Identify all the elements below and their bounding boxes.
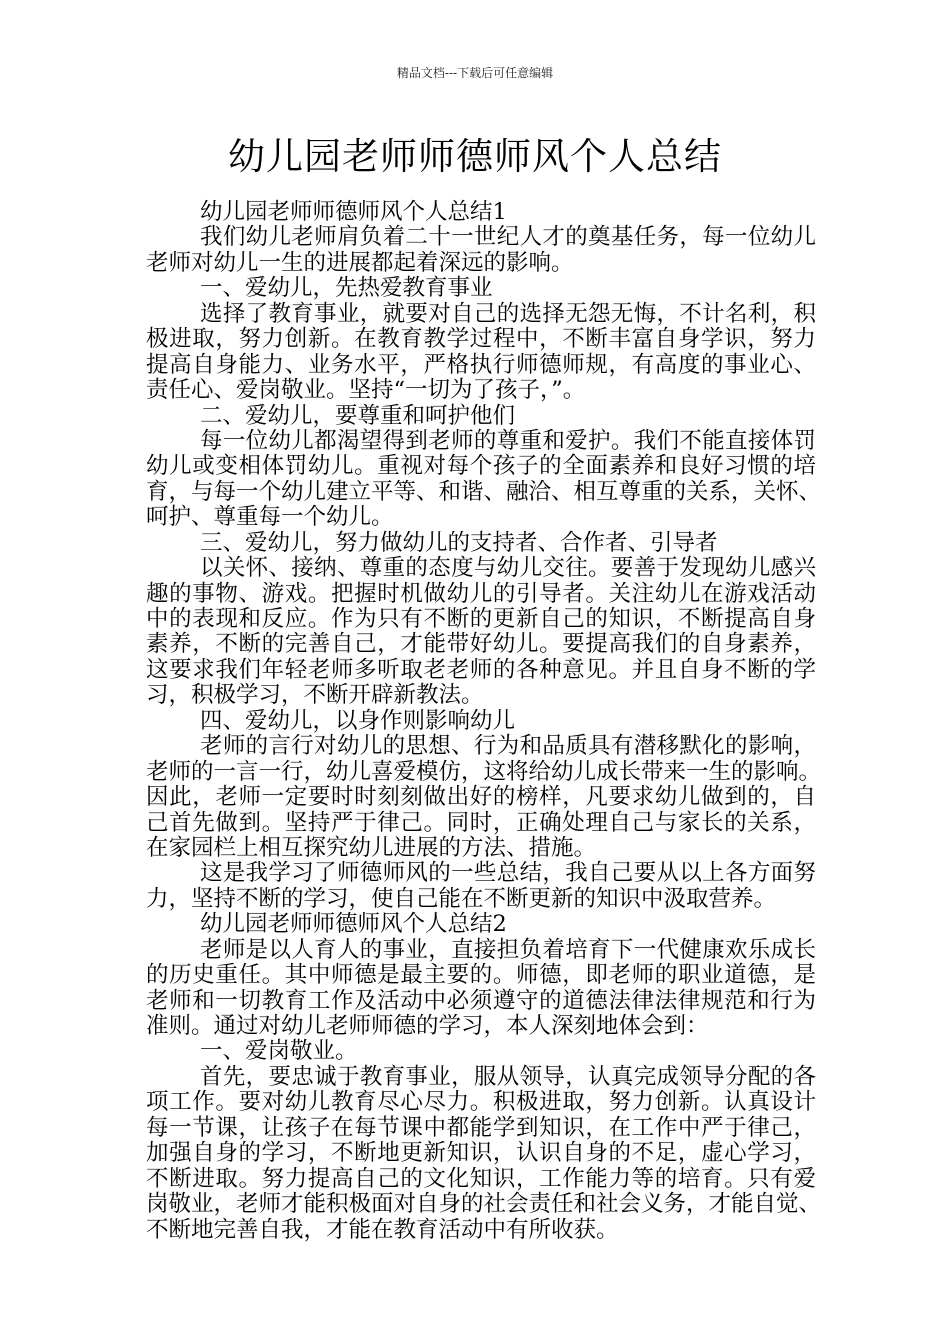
text-line: 幼儿或变相体罚幼儿。重视对每个孩子的全面素养和良好习惯的培: [146, 453, 816, 480]
text-line: 习，积极学习，不断开辟新教法。: [146, 682, 484, 709]
paragraph: [146, 427, 822, 531]
text-line: 四、爱幼儿，以身作则影响幼儿: [200, 707, 516, 734]
text-line: 因此，老师一定要时时刻刻做出好的榜样，凡要求幼儿做到的，自: [146, 784, 816, 811]
paragraph: [146, 200, 816, 225]
text-line: 三、爱幼儿，努力做幼儿的支持者、合作者、引导者: [200, 529, 718, 556]
paragraph: [146, 1039, 816, 1064]
paragraph: [146, 733, 822, 861]
text-line: 岗敬业，老师才能积极面对自身的社会责任和社会义务，才能自觉、: [146, 1191, 822, 1218]
document-body: [146, 199, 822, 1243]
paragraph: [146, 1063, 822, 1243]
text-line: 以关怀、接纳、尊重的态度与幼儿交往。要善于发现幼儿感兴: [200, 555, 816, 582]
text-line: 老师的言行对幼儿的思想、行为和品质具有潜移默化的影响，: [200, 733, 816, 760]
paragraph: [146, 276, 816, 301]
text-line: 这要求我们年轻老师多听取老老师的各种意见。并且自身不断的学: [146, 656, 816, 683]
text-line: 老师的一言一行，幼儿喜爱模仿，这将给幼儿成长带来一生的影响。: [146, 758, 822, 785]
text-line: 己首先做到。坚持严于律己。同时，正确处理自己与家长的关系，: [146, 809, 816, 836]
text-line: 项工作。要对幼儿教育尽心尽力。积极进取，努力创新。认真设计: [146, 1089, 816, 1116]
text-line: 二、爱幼儿，要尊重和呵护他们: [200, 402, 516, 429]
paragraph: [146, 709, 816, 734]
text-line: 不断进取。努力提高自己的文化知识，工作能力等的培育。只有爱: [146, 1165, 816, 1192]
text-line: 责任心、爱岗敬业。坚持“一切为了孩子，”。: [146, 377, 586, 404]
text-line: 加强自身的学习，不断地更新知识，认识自身的不足，虚心学习，: [146, 1140, 816, 1167]
text-line: 选择了教育事业，就要对自己的选择无怨无悔，不计名利，积: [200, 300, 816, 327]
paragraph: [146, 938, 816, 1040]
text-line: 老师对幼儿一生的进展都起着深远的影响。: [146, 249, 574, 276]
text-line: 每一节课，让孩子在每节课中都能学到知识，在工作中严于律己，: [146, 1114, 816, 1141]
paragraph: [146, 861, 816, 912]
text-line: 不断地完善自我，才能在教育活动中有所收获。: [146, 1216, 619, 1243]
text-line: 准则。通过对幼儿老师师德的学习，本人深刻地体会到：: [146, 1013, 709, 1039]
text-line: 一、爱岗敬业。: [200, 1038, 358, 1065]
text-line: 我们幼儿老师肩负着二十一世纪人才的奠基任务，每一位幼儿: [200, 224, 816, 251]
paragraph: [146, 404, 816, 429]
page-header: 精品文档---下载后可任意编辑: [396, 66, 554, 80]
paragraph: [146, 912, 816, 937]
text-line: 极进取，努力创新。在教育教学过程中，不断丰富自身学识，努力: [146, 326, 816, 353]
text-line: 老师和一切教育工作及活动中必须遵守的道德法律法律规范和行为: [146, 987, 816, 1014]
paragraph: [146, 302, 816, 404]
text-line: 趣的事物、游戏。把握时机做幼儿的引导者。关注幼儿在游戏活动: [146, 580, 816, 607]
text-line: 在家园栏上相互探究幼儿进展的方法、措施。: [146, 834, 597, 861]
text-line: 一、爱幼儿，先热爱教育事业: [200, 275, 493, 302]
text-line: 素养，不断的完善自己，才能带好幼儿。要提高我们的自身素养，: [146, 631, 816, 658]
paragraph: [146, 225, 816, 276]
document-title: 幼儿园老师师德师风个人总结: [228, 135, 722, 178]
text-line: 幼儿园老师师德师风个人总结2: [200, 911, 507, 938]
text-line: 育，与每一个幼儿建立平等、和谐、融洽、相互尊重的关系，关怀、: [146, 478, 822, 505]
text-line: 的历史重任。其中师德是最主要的。师德，即老师的职业道德，是: [146, 962, 816, 989]
text-line: 中的表现和反应。作为只有不断的更新自己的知识，不断提高自身: [146, 606, 816, 632]
text-line: 老师是以人育人的事业，直接担负着培育下一代健康欢乐成长: [200, 936, 816, 963]
paragraph: [146, 531, 816, 556]
text-line: 这是我学习了师德师风的一些总结，我自己要从以上各方面努: [200, 860, 816, 887]
paragraph: [146, 556, 816, 709]
text-line: 提高自身能力、业务水平，严格执行师德师规，有高度的事业心、: [146, 351, 816, 378]
text-line: 力，坚持不断的学习，使自己能在不断更新的知识中汲取营养。: [146, 885, 777, 912]
text-line: 首先，要忠诚于教育事业，服从领导，认真完成领导分配的各: [200, 1063, 816, 1090]
text-line: 呵护、尊重每一个幼儿。: [146, 504, 394, 531]
text-line: 幼儿园老师师德师风个人总结1: [200, 199, 507, 225]
text-line: 每一位幼儿都渴望得到老师的尊重和爱护。我们不能直接体罚: [200, 427, 816, 454]
